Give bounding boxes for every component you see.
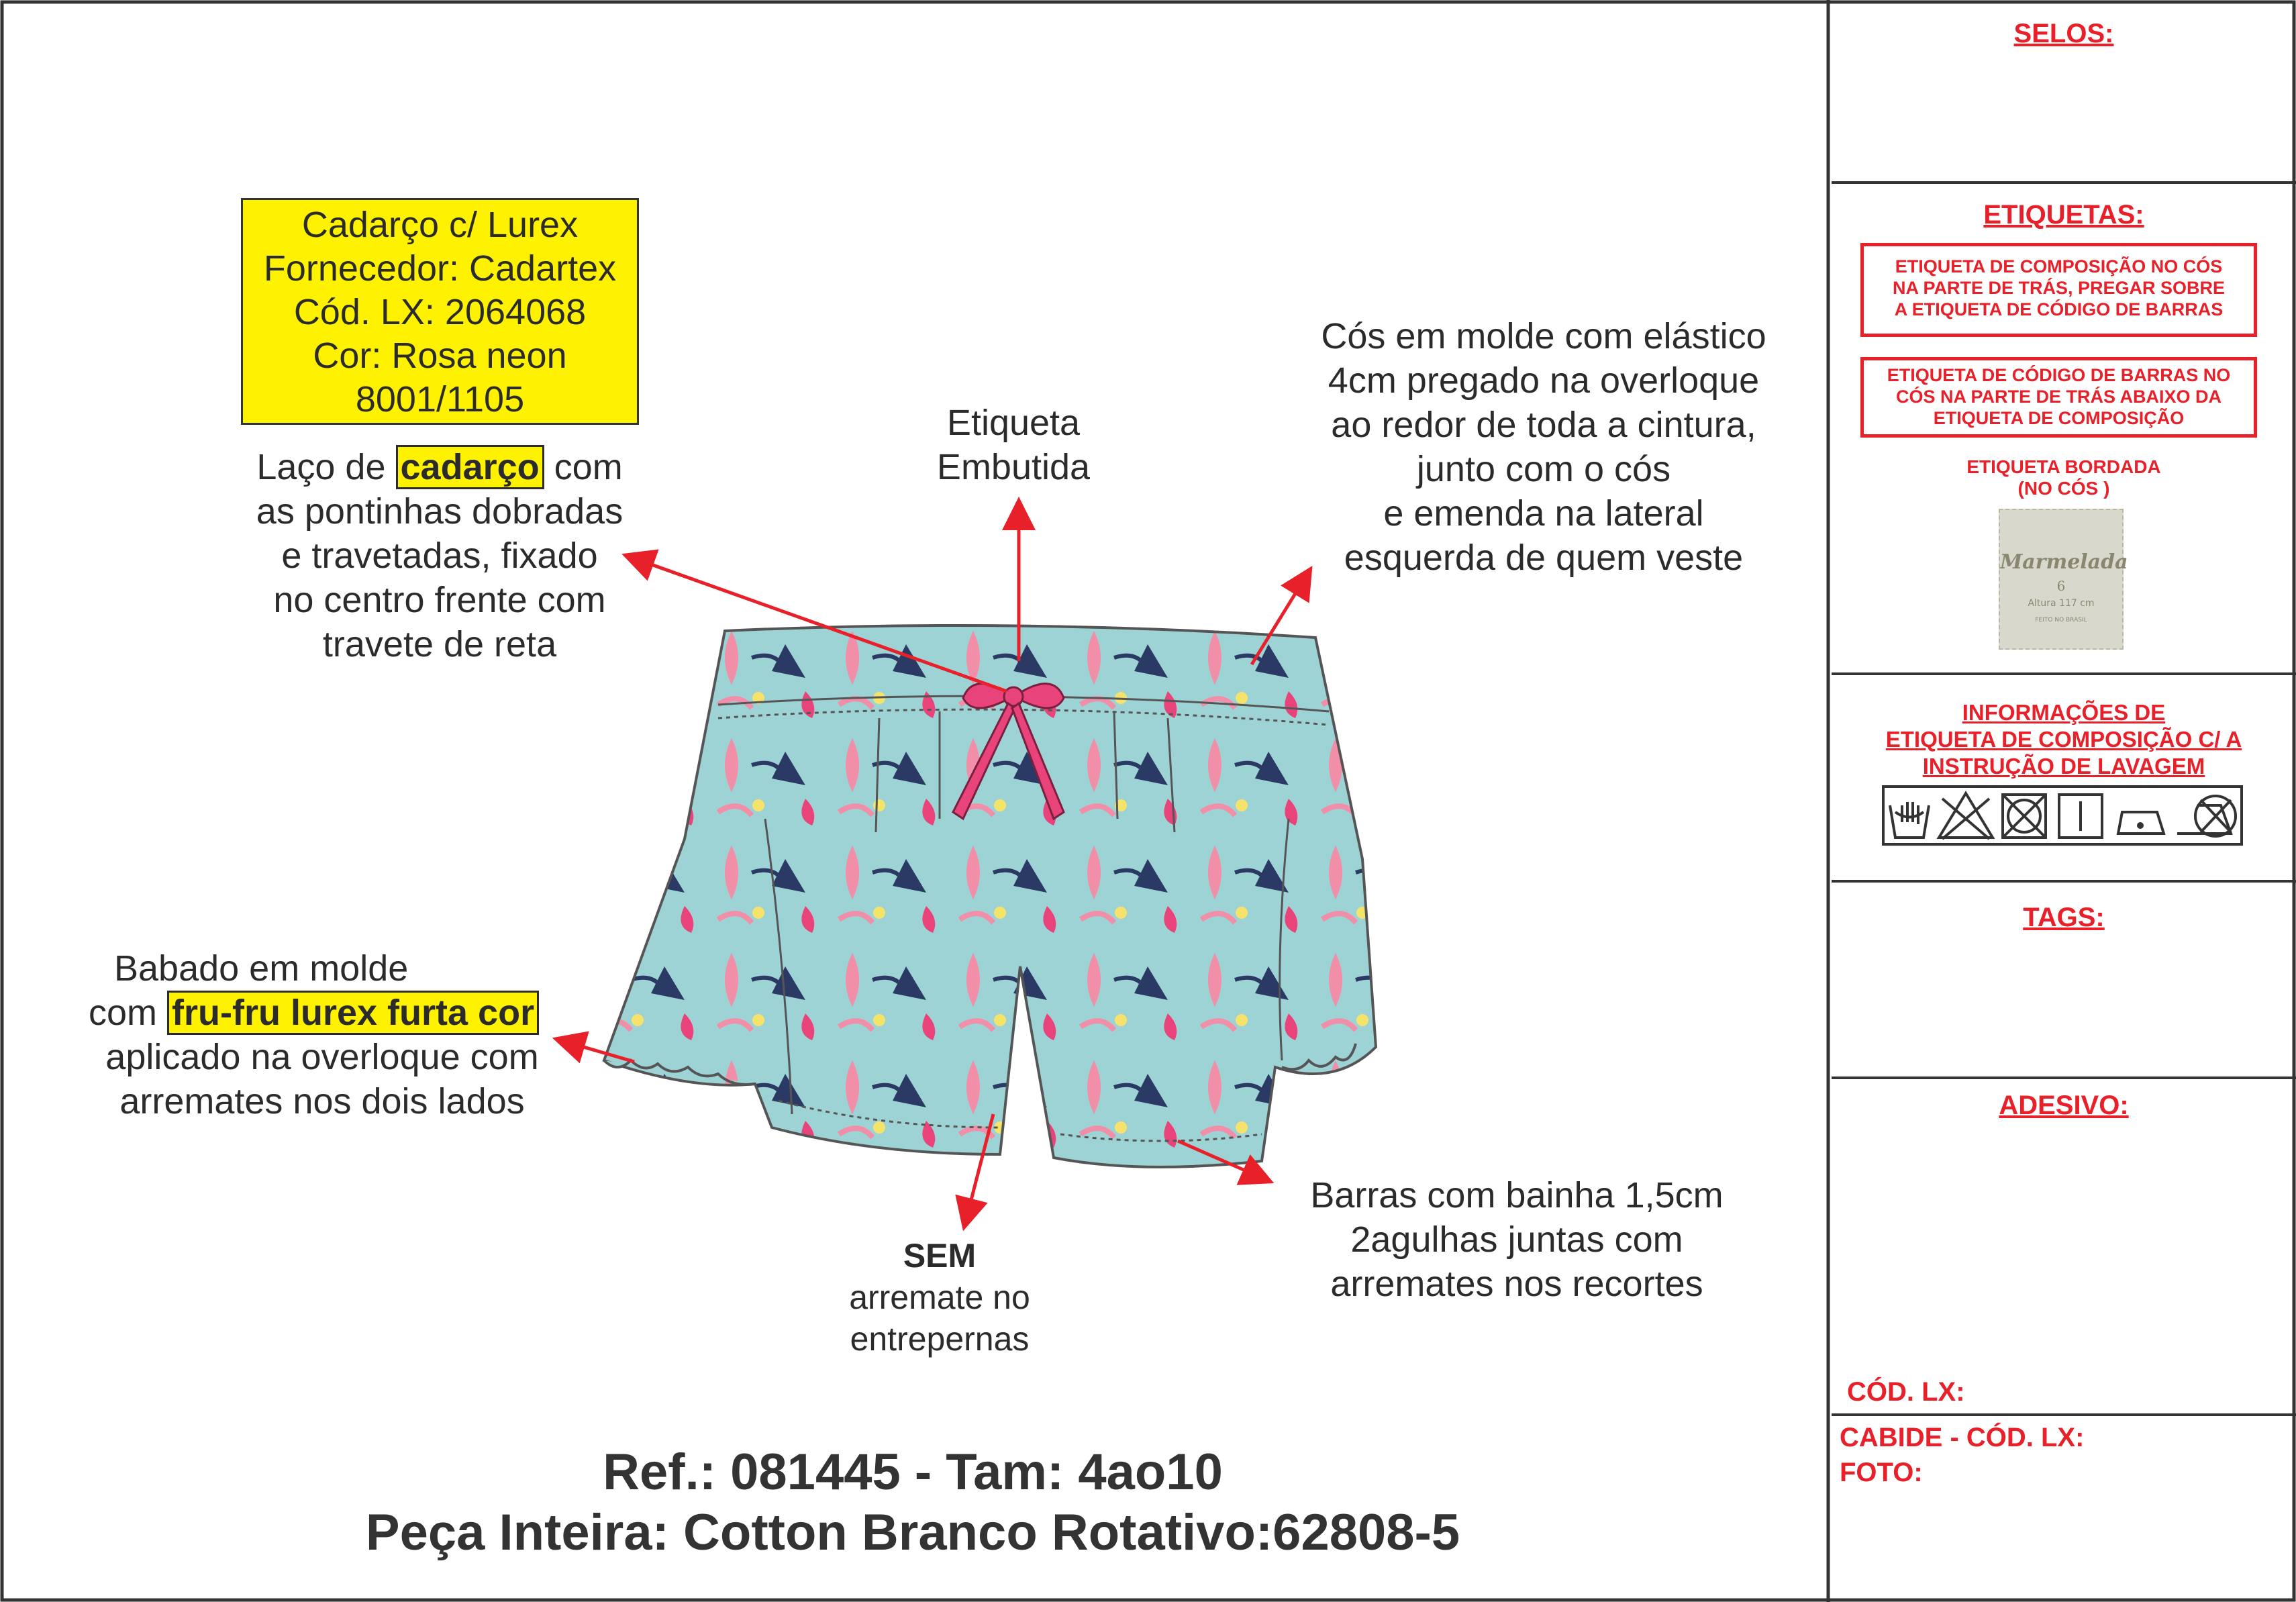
bow-line-5: travete de reta (322, 624, 557, 664)
label-callout (893, 401, 1134, 489)
foto-label: FOTO: (1840, 1458, 1923, 1487)
hem-line-2: 2agulhas juntas com (1350, 1219, 1683, 1260)
cord-line-3: Cód. LX: 2064068 (293, 292, 587, 332)
box1-line-3: A ETIQUETA DE CÓDIGO DE BARRAS (1894, 299, 2224, 319)
fabric-line: Peça Inteira: Cotton Branco Rotativo:62808-5 (365, 1504, 1460, 1561)
ruffle-line-1: Babado em molde (114, 948, 409, 989)
waistband-line-6: esquerda de quem veste (1344, 538, 1744, 578)
adesivo-title: ADESIVO: (1999, 1091, 2129, 1120)
crotch-line-3: entrepernas (850, 1320, 1030, 1358)
brand-size: 6 (2056, 578, 2066, 594)
bow-line-3: e travetadas, fixado (281, 536, 598, 576)
selos-title: SELOS: (2013, 19, 2114, 48)
brand-made: FEITO NO BRASIL (2035, 617, 2087, 623)
waistband-line-3: ao redor de toda a cintura, (1331, 405, 1756, 445)
composition-label-box (1860, 243, 2257, 337)
cod-lx-label: CÓD. LX: (1847, 1377, 1965, 1407)
label-line-1: Etiqueta (946, 403, 1081, 443)
waistband-callout (1262, 314, 1826, 580)
ruffle-line-4: arremates nos dois lados (119, 1081, 525, 1121)
info-line-2: ETIQUETA DE COMPOSIÇÃO C/ A (1885, 727, 2242, 752)
ruffle-callout (81, 946, 564, 1123)
info-line-1: INFORMAÇÕES DE (1962, 700, 2166, 725)
bow-prefix: Laço de (256, 447, 386, 487)
care-info-title (1832, 699, 2296, 780)
cord-line-2: Fornecedor: Cadartex (263, 248, 617, 289)
waistband-line-4: junto com o cós (1416, 449, 1671, 489)
box2-line-3: ETIQUETA DE COMPOSIÇÃO (1933, 408, 2185, 428)
box2-line-1: ETIQUETA DE CÓDIGO DE BARRAS NO (1887, 365, 2231, 385)
bow-line-2: as pontinhas dobradas (256, 491, 623, 532)
barcode-label-box (1860, 357, 2257, 438)
cord-line-1: Cadarço c/ Lurex (301, 205, 579, 245)
waistband-line-2: 4cm pregado na overloque (1328, 360, 1760, 401)
brand-height: Altura 117 cm (2028, 598, 2095, 609)
cord-supplier-box (241, 198, 639, 425)
crotch-callout (792, 1235, 1087, 1360)
ruffle-highlight: fru-fru lurex furta cor (167, 991, 539, 1035)
crotch-line-2: arremate no (849, 1279, 1030, 1316)
bow-highlight: cadarço (396, 445, 544, 489)
embroidered-line-2: (NO CÓS ) (2017, 478, 2110, 499)
brand-label-image (1999, 509, 2128, 650)
etiquetas-title: ETIQUETAS: (1983, 200, 2144, 230)
cord-line-4: Cor: Rosa neon (313, 336, 567, 376)
tags-title: TAGS: (2023, 903, 2105, 932)
info-line-3: INSTRUÇÃO DE LAVAGEM (1922, 754, 2205, 779)
crotch-bold: SEM (903, 1237, 977, 1274)
label-line-2: Embutida (936, 447, 1091, 487)
box1-line-1: ETIQUETA DE COMPOSIÇÃO NO CÓS (1895, 256, 2223, 277)
bow-suffix: com (554, 447, 623, 487)
box1-line-2: NA PARTE DE TRÁS, PREGAR SOBRE (1892, 278, 2226, 298)
hem-callout (1262, 1173, 1772, 1306)
hem-line-1: Barras com bainha 1,5cm (1310, 1175, 1724, 1215)
brand-name: Marmelada (2000, 550, 2128, 574)
waistband-line-5: e emenda na lateral (1383, 493, 1704, 534)
cabide-label: CABIDE - CÓD. LX: (1840, 1423, 2085, 1452)
bow-callout (221, 445, 658, 666)
box2-line-2: CÓS NA PARTE DE TRÁS ABAIXO DA (1895, 387, 2222, 407)
bow-line-4: no centro frente com (273, 580, 606, 620)
cord-line-5: 8001/1105 (355, 379, 525, 419)
embroidered-label-caption (1832, 456, 2296, 499)
ruffle-line-3: aplicado na overloque com (105, 1037, 539, 1077)
ref-line: Ref.: 081445 - Tam: 4ao10 (603, 1444, 1223, 1501)
waistband-line-1: Cós em molde com elástico (1321, 316, 1766, 356)
care-symbols (1882, 785, 2243, 846)
hem-line-3: arremates nos recortes (1330, 1264, 1703, 1304)
ruffle-prefix: com (89, 993, 158, 1033)
embroidered-line-1: ETIQUETA BORDADA (1966, 456, 2161, 477)
